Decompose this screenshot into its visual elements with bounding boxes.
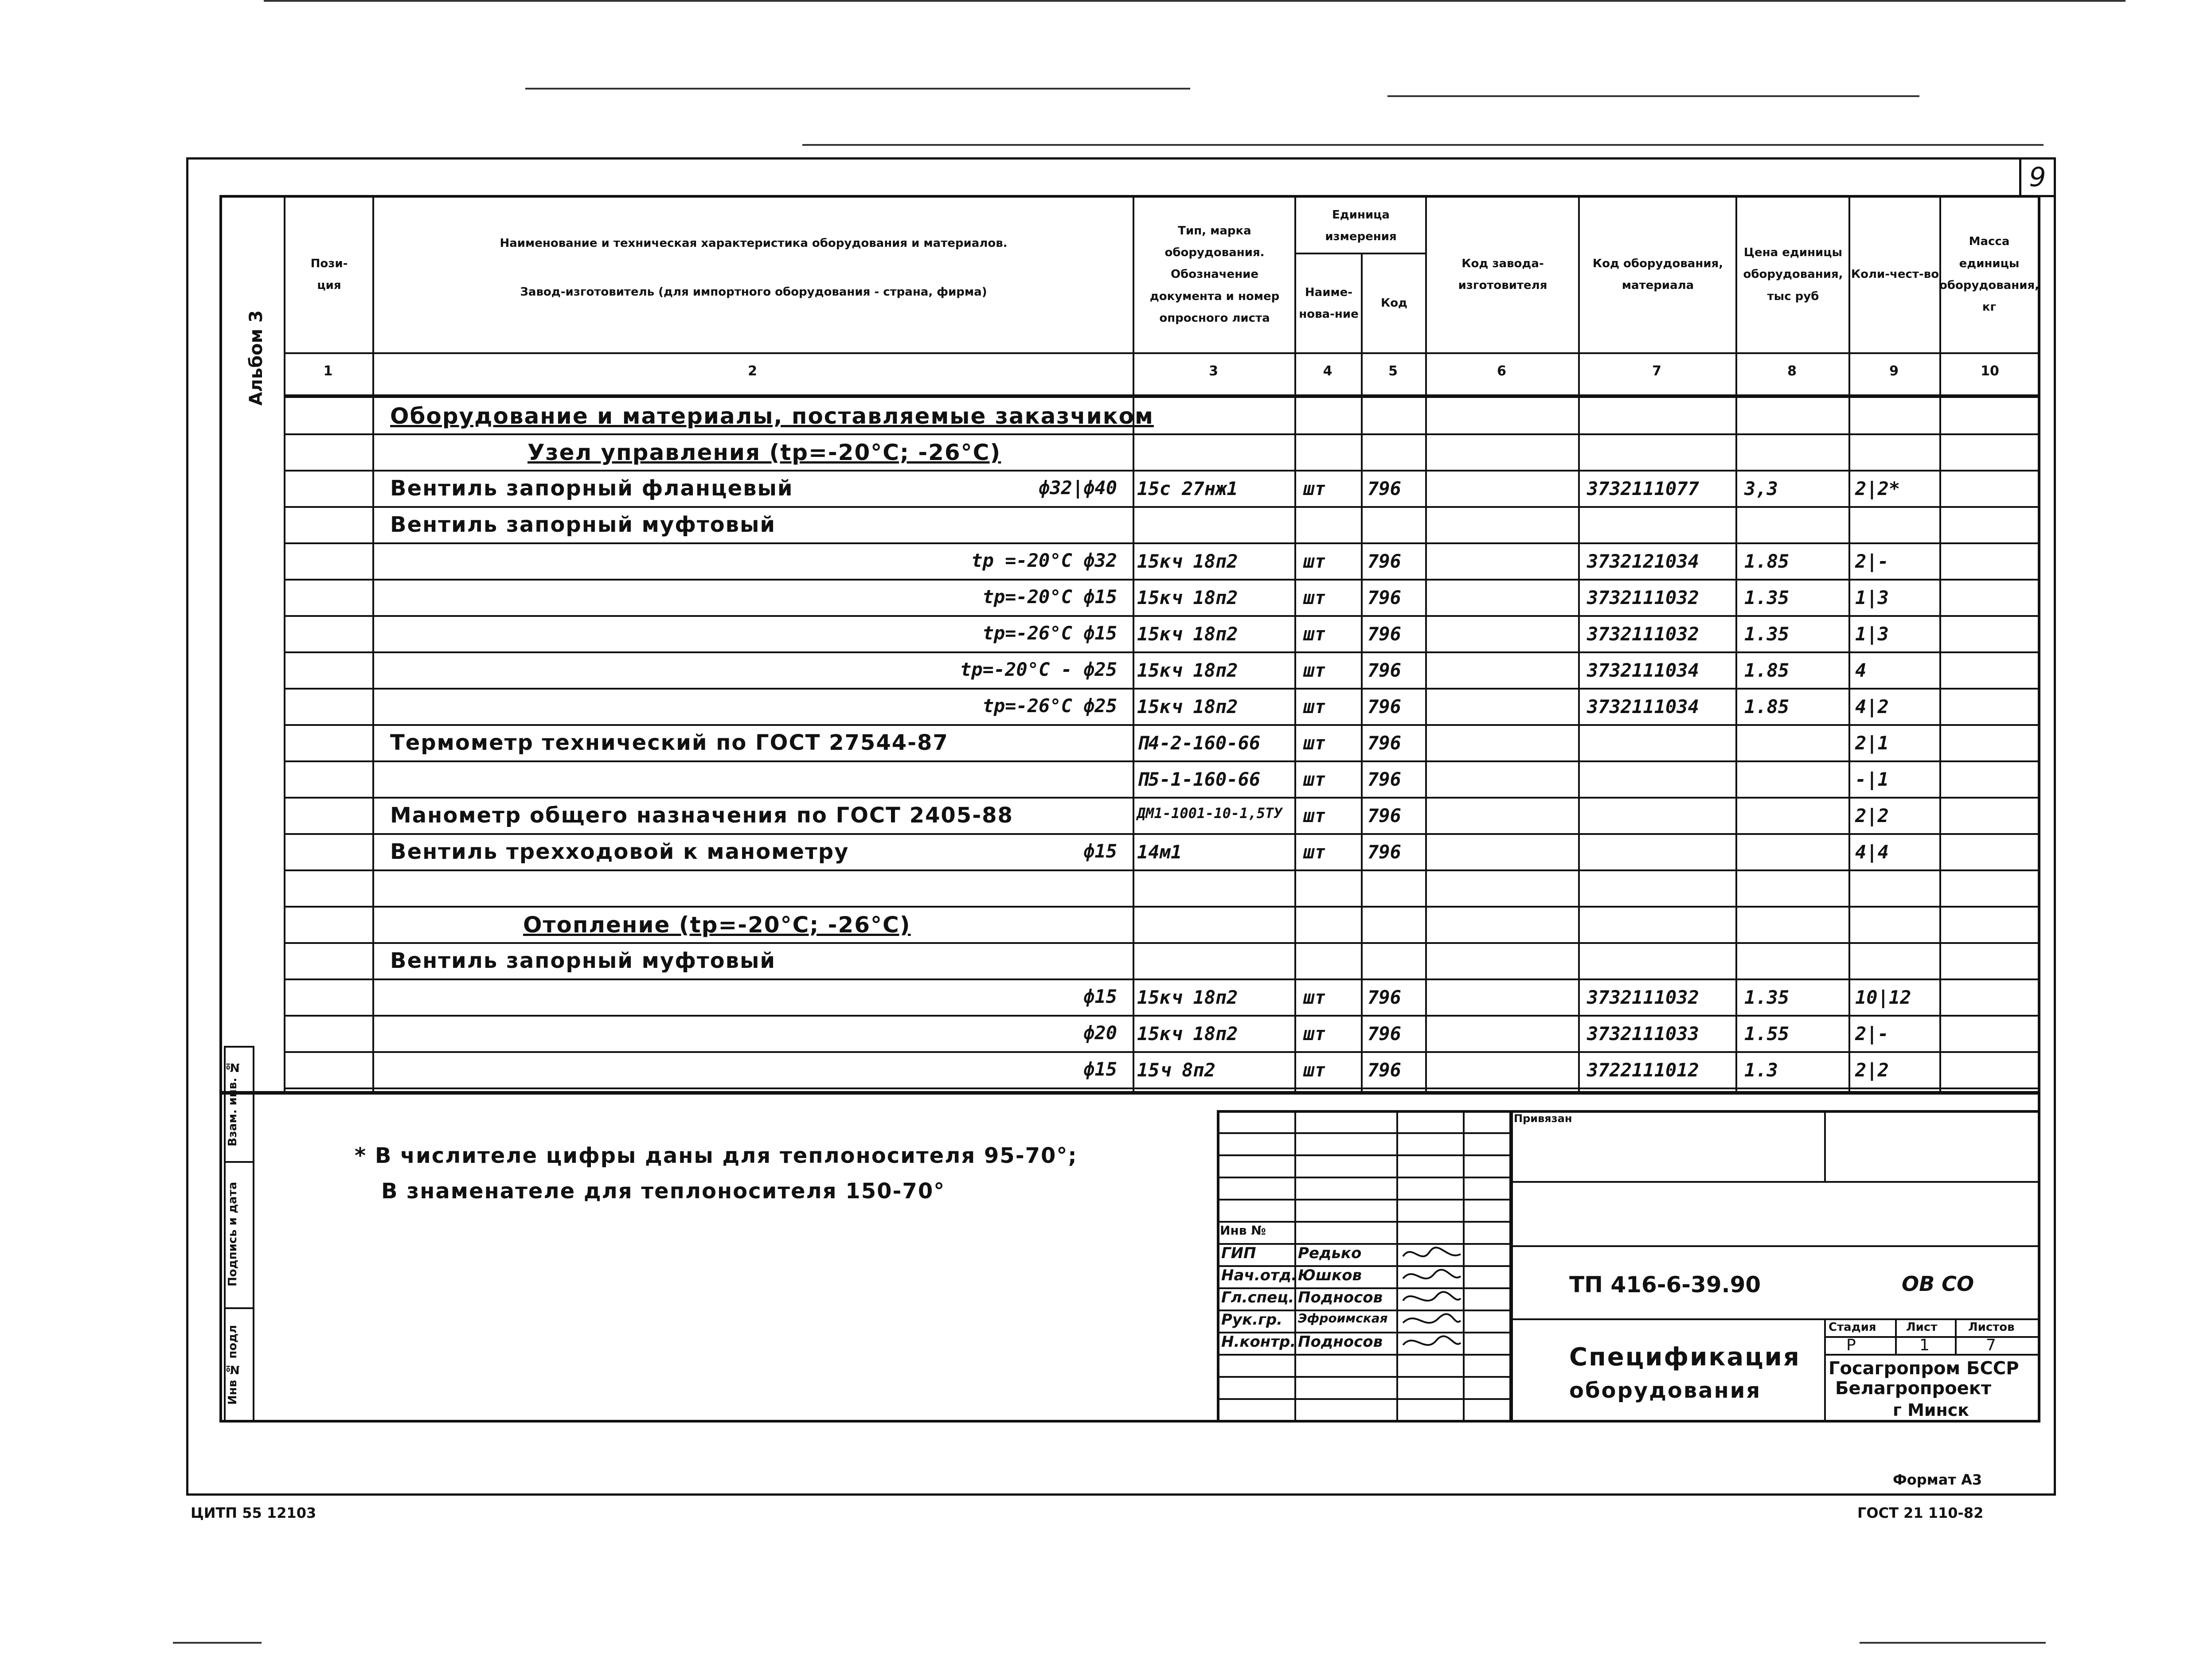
header-mass: Масса единицы оборудования, кг bbox=[1939, 235, 2040, 314]
org-line2: Белагропроект bbox=[1835, 1378, 1992, 1399]
item-spec: tp =-20°C ф32 bbox=[971, 550, 1117, 571]
side-label-replace-inv: Взам. инв. № bbox=[226, 1060, 239, 1147]
cell-code: 796 bbox=[1368, 732, 1401, 754]
row-divider bbox=[284, 470, 2040, 472]
cell-type: 15кч 18п2 bbox=[1137, 1023, 1238, 1045]
col-number-9: 9 bbox=[1889, 363, 1899, 379]
item-name: Вентиль трехходовой к манометру bbox=[390, 839, 849, 864]
item-name: Вентиль запорный муфтовый bbox=[390, 512, 776, 537]
footnote-line1: * В числителе цифры даны для теплоносителя 95-70°; bbox=[355, 1143, 1078, 1168]
cell-unit: шт bbox=[1303, 1059, 1326, 1081]
doc-code: ТП 416-6-39.90 bbox=[1569, 1272, 1761, 1298]
col-number-4: 4 bbox=[1323, 363, 1333, 379]
cell-price: 1.85 bbox=[1744, 696, 1790, 717]
cell-item-code: 3732111033 bbox=[1587, 1023, 1699, 1045]
col-number-3: 3 bbox=[1209, 363, 1218, 379]
cell-code: 796 bbox=[1368, 623, 1401, 645]
name-5: Подносов bbox=[1298, 1333, 1383, 1351]
section-title: Оборудование и материалы, поставляемые заказчиком bbox=[390, 403, 1154, 429]
role-norm-control: Н.контр. bbox=[1221, 1333, 1296, 1351]
role-chief-spec: Гл.спец. bbox=[1221, 1289, 1294, 1306]
cell-qty: 4 bbox=[1855, 659, 1867, 681]
cell-type: 15кч 18п2 bbox=[1137, 550, 1238, 572]
item-name: Вентиль запорный муфтовый bbox=[390, 948, 776, 973]
cell-unit: шт bbox=[1303, 623, 1326, 645]
signatures bbox=[1399, 1243, 1463, 1358]
cell-qty: 4|4 bbox=[1855, 841, 1889, 863]
cell-qty: 2|- bbox=[1855, 1023, 1889, 1045]
cell-unit: шт bbox=[1303, 696, 1326, 717]
cell-item-code: 3732121034 bbox=[1587, 550, 1699, 572]
cell-type: 14м1 bbox=[1137, 841, 1182, 863]
cell-price: 1.55 bbox=[1744, 1023, 1790, 1045]
cell-type: ДМ1-1001-10-1,5ТУ bbox=[1137, 805, 1282, 822]
row-divider bbox=[284, 651, 2040, 653]
cell-type: П4-2-160-66 bbox=[1137, 732, 1261, 754]
cell-price: 1.35 bbox=[1744, 986, 1790, 1008]
row-divider bbox=[284, 869, 2040, 871]
cell-item-code: 3732111032 bbox=[1587, 986, 1699, 1008]
stage-value: Р bbox=[1846, 1336, 1856, 1354]
footer-format: Формат А3 bbox=[1893, 1471, 1982, 1488]
section-title: Узел управления (tp=-20°C; -26°C) bbox=[528, 440, 1001, 465]
row-divider bbox=[284, 942, 2040, 944]
sheets-label: Листов bbox=[1968, 1321, 2015, 1334]
cell-unit: шт bbox=[1303, 768, 1326, 790]
cell-unit: шт bbox=[1303, 478, 1326, 499]
cell-item-code: 3732111032 bbox=[1587, 587, 1699, 608]
name-1: Редько bbox=[1298, 1244, 1362, 1262]
cell-type: 15кч 18п2 bbox=[1137, 696, 1238, 717]
row-divider bbox=[284, 833, 2040, 835]
cell-item-code: 3732111034 bbox=[1587, 696, 1699, 717]
col-number-1: 1 bbox=[323, 363, 333, 379]
album-label: Альбом 3 bbox=[246, 310, 266, 406]
cell-unit: шт bbox=[1303, 587, 1326, 608]
cell-item-code: 3732111032 bbox=[1587, 623, 1699, 645]
cell-code: 796 bbox=[1368, 1023, 1401, 1045]
cell-type: 15с 27нж1 bbox=[1137, 478, 1238, 499]
row-divider bbox=[284, 1051, 2040, 1053]
cell-qty: 2|2 bbox=[1855, 805, 1889, 826]
cell-code: 796 bbox=[1368, 478, 1401, 499]
role-group-lead: Рук.гр. bbox=[1221, 1311, 1283, 1329]
side-label-inv-orig: Инв № подл bbox=[226, 1325, 239, 1405]
row-divider bbox=[284, 506, 2040, 508]
item-spec: ф20 bbox=[1083, 1022, 1117, 1044]
cell-code: 796 bbox=[1368, 587, 1401, 608]
col-number-6: 6 bbox=[1497, 363, 1506, 379]
col-number-8: 8 bbox=[1787, 363, 1797, 379]
header-unit-code: Код bbox=[1380, 296, 1408, 310]
col-number-7: 7 bbox=[1652, 363, 1661, 379]
section-title: Отопление (tp=-20°C; -26°C) bbox=[523, 912, 911, 938]
role-gip: ГИП bbox=[1221, 1244, 1256, 1262]
cell-qty: 10|12 bbox=[1855, 986, 1911, 1008]
item-spec: ф15 bbox=[1083, 840, 1117, 862]
name-3: Подносов bbox=[1298, 1289, 1383, 1306]
cell-item-code: 3732111077 bbox=[1587, 478, 1699, 499]
cell-code: 796 bbox=[1368, 1059, 1401, 1081]
cell-qty: 1|3 bbox=[1855, 623, 1889, 645]
cell-item-code: 3722111012 bbox=[1587, 1059, 1699, 1081]
cell-code: 796 bbox=[1368, 768, 1401, 790]
header-item-code: Код оборудования, материала bbox=[1592, 257, 1723, 292]
cell-price: 1.35 bbox=[1744, 587, 1790, 608]
cell-unit: шт bbox=[1303, 986, 1326, 1008]
footnote-line2: В знаменателе для теплоносителя 150-70° bbox=[381, 1179, 946, 1204]
header-position: Пози- ция bbox=[310, 257, 348, 292]
cell-price: 3,3 bbox=[1744, 478, 1778, 499]
cell-code: 796 bbox=[1368, 841, 1401, 863]
doc-title-line2: оборудования bbox=[1569, 1378, 1762, 1403]
cell-item-code: 3732111034 bbox=[1587, 659, 1699, 681]
name-4: Эфроимская bbox=[1298, 1311, 1388, 1325]
sheet-value: 1 bbox=[1919, 1336, 1930, 1354]
header-factory-code: Код завода-изготовителя bbox=[1458, 257, 1547, 292]
name-2: Юшков bbox=[1298, 1267, 1362, 1284]
cell-type: 15кч 18п2 bbox=[1137, 986, 1238, 1008]
doc-suffix: ОВ СО bbox=[1902, 1272, 1974, 1296]
cell-type: 15ч 8п2 bbox=[1137, 1059, 1216, 1081]
cell-unit: шт bbox=[1303, 805, 1326, 826]
cell-type: 15кч 18п2 bbox=[1137, 659, 1238, 681]
footer-left: ЦИТП 55 12103 bbox=[191, 1505, 317, 1521]
cell-unit: шт bbox=[1303, 550, 1326, 572]
doc-title-line1: Спецификация bbox=[1569, 1343, 1801, 1372]
row-divider bbox=[284, 1088, 2040, 1089]
cell-qty: -|1 bbox=[1855, 768, 1889, 790]
row-divider bbox=[284, 433, 2040, 435]
inv-label: Инв № bbox=[1220, 1223, 1266, 1238]
header-name-line2: Завод-изготовитель (для импортного оборудования - страна, фирма) bbox=[520, 285, 987, 299]
cell-code: 796 bbox=[1368, 805, 1401, 826]
cell-price: 1.85 bbox=[1744, 550, 1790, 572]
cell-price: 1.85 bbox=[1744, 659, 1790, 681]
cell-code: 796 bbox=[1368, 550, 1401, 572]
cell-code: 796 bbox=[1368, 696, 1401, 717]
sheets-value: 7 bbox=[1986, 1336, 1996, 1354]
header-unit-name: Наиме-нова-ние bbox=[1299, 285, 1359, 321]
item-spec: tp=-26°C ф25 bbox=[982, 695, 1117, 717]
header-qty: Коли-чест-во bbox=[1851, 268, 1939, 281]
cell-code: 796 bbox=[1368, 986, 1401, 1008]
row-divider bbox=[284, 1015, 2040, 1017]
cell-qty: 2|2 bbox=[1855, 1059, 1889, 1081]
cell-type: 15кч 18п2 bbox=[1137, 623, 1238, 645]
row-divider bbox=[284, 797, 2040, 799]
cell-type: 15кч 18п2 bbox=[1137, 587, 1238, 608]
item-spec: ф15 bbox=[1083, 1058, 1117, 1080]
cell-qty: 4|2 bbox=[1855, 696, 1889, 717]
cell-unit: шт bbox=[1303, 732, 1326, 754]
org-line1: Госагропром БССР bbox=[1829, 1358, 2019, 1379]
col-number-10: 10 bbox=[1981, 363, 1999, 379]
footer-gost: ГОСТ 21 110-82 bbox=[1857, 1505, 1984, 1521]
item-name: Вентиль запорный фланцевый bbox=[390, 476, 793, 501]
cell-qty: 2|2* bbox=[1855, 478, 1900, 499]
cell-price: 1.35 bbox=[1744, 623, 1790, 645]
stage-label: Стадия bbox=[1829, 1321, 1876, 1334]
cell-unit: шт bbox=[1303, 1023, 1326, 1045]
row-divider bbox=[284, 724, 2040, 726]
row-divider bbox=[284, 688, 2040, 690]
row-divider bbox=[284, 760, 2040, 762]
sheet-number: 9 bbox=[2019, 157, 2056, 197]
col-number-5: 5 bbox=[1388, 363, 1398, 379]
row-divider bbox=[284, 978, 2040, 980]
row-divider bbox=[284, 615, 2040, 617]
item-name: Термометр технический по ГОСТ 27544-87 bbox=[390, 730, 949, 755]
header-unit: Единица измерения bbox=[1325, 208, 1397, 243]
header-name-line1: Наименование и техническая характеристика оборудования и материалов. bbox=[500, 237, 1008, 250]
item-name: Манометр общего назначения по ГОСТ 2405-88 bbox=[390, 803, 1013, 828]
cell-unit: шт bbox=[1303, 841, 1326, 863]
linked-label: Привязан bbox=[1514, 1112, 1572, 1125]
row-divider bbox=[284, 906, 2040, 908]
cell-qty: 2|- bbox=[1855, 550, 1889, 572]
sheet-label: Лист bbox=[1906, 1321, 1938, 1334]
row-divider bbox=[284, 579, 2040, 581]
row-divider bbox=[284, 542, 2040, 544]
item-spec: tp=-26°C ф15 bbox=[982, 622, 1117, 644]
item-spec: ф15 bbox=[1083, 986, 1117, 1007]
item-spec: ф32|ф40 bbox=[1038, 477, 1117, 499]
side-label-sign-date: Подпись и дата bbox=[226, 1181, 239, 1287]
header-price: Цена единицы оборудования, тыс руб bbox=[1743, 246, 1843, 303]
cell-code: 796 bbox=[1368, 659, 1401, 681]
cell-type: П5-1-160-66 bbox=[1137, 768, 1261, 790]
role-head: Нач.отд. bbox=[1221, 1267, 1297, 1284]
cell-qty: 1|3 bbox=[1855, 587, 1889, 608]
item-spec: tp=-20°C - ф25 bbox=[960, 659, 1117, 680]
header-type: Тип, марка оборудования. Обозначение документа и номер опросного листа bbox=[1149, 224, 1280, 325]
cell-unit: шт bbox=[1303, 659, 1326, 681]
item-spec: tp=-20°C ф15 bbox=[982, 586, 1117, 608]
col-number-2: 2 bbox=[748, 363, 757, 379]
cell-price: 1.3 bbox=[1744, 1059, 1778, 1081]
cell-qty: 2|1 bbox=[1855, 732, 1889, 754]
org-line3: г Минск bbox=[1893, 1400, 1969, 1420]
